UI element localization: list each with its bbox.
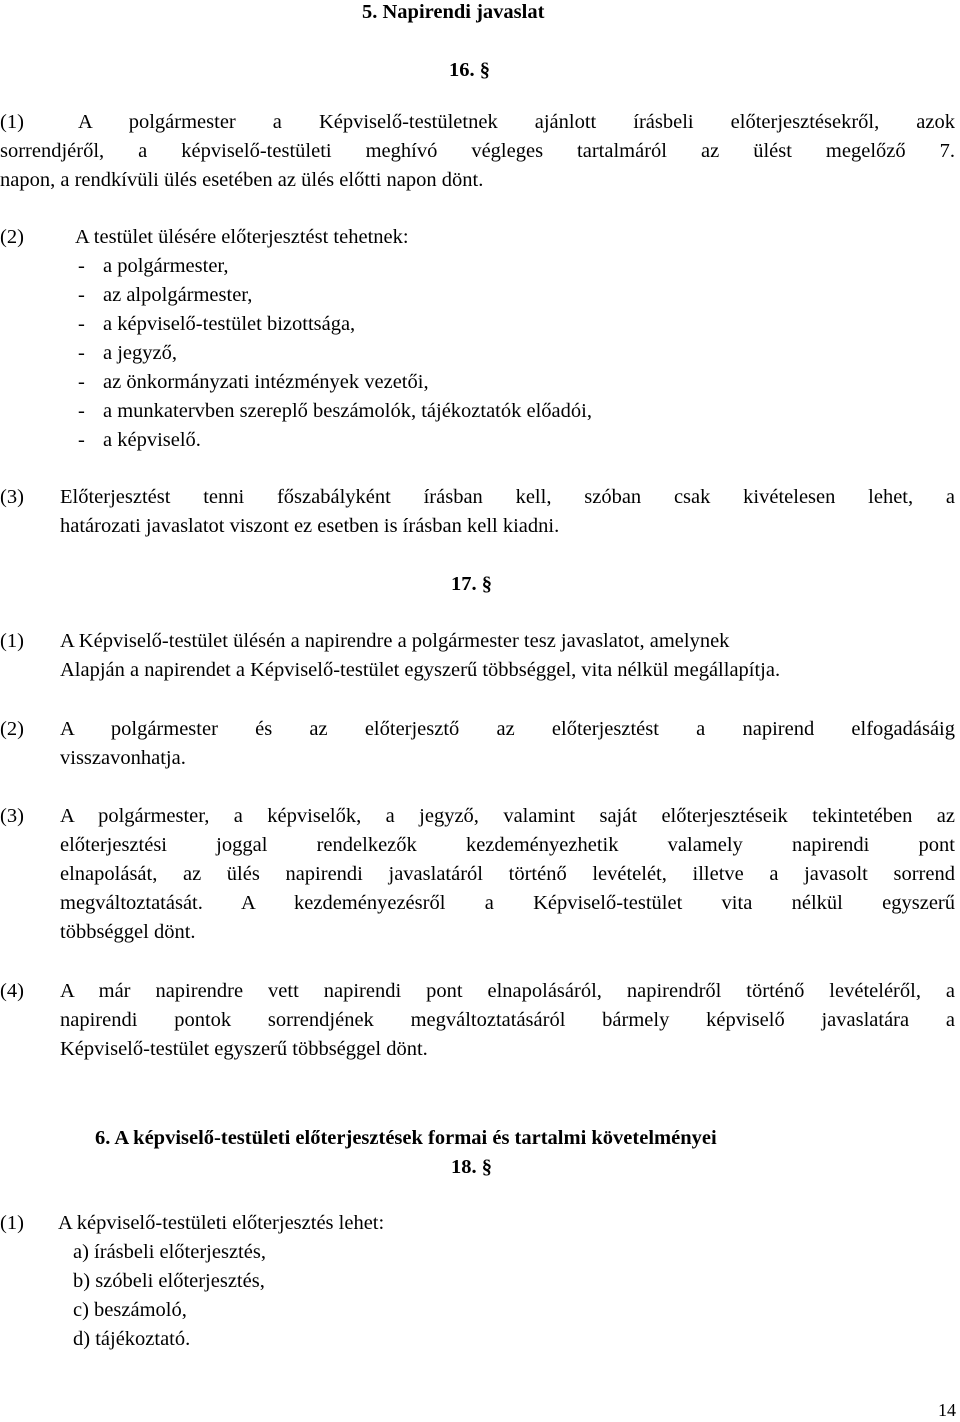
text-line: napirendi pontok sorrendjének megváltoztatásáról bármely képviselő javaslatára a: [60, 1009, 955, 1031]
list-intro: A képviselő-testületi előterjesztés lehet:: [58, 1212, 385, 1234]
text-line: napon, a rendkívüli ülés esetében az ülés előtti napon dönt.: [0, 169, 484, 191]
text-line: sorrendjéről, a képviselő-testületi meghívó végleges tartalmáról az ülést megelőző 7.: [0, 140, 955, 162]
par17-subsection-2: [0, 715, 955, 773]
list-item: - a munkatervben szereplő beszámolók, tájékoztatók előadói,: [78, 400, 592, 422]
subsection-label: (1): [0, 111, 24, 133]
par18-subsection-1: [0, 1209, 955, 1238]
text-line: határozati javaslatot viszont ez esetben is írásban kell kiadni.: [60, 515, 560, 537]
subsection-label: (1): [0, 1212, 24, 1234]
list-item: a) írásbeli előterjesztés,: [73, 1241, 266, 1263]
par18-type-list: [73, 1238, 266, 1354]
subsection-label: (3): [0, 805, 24, 827]
par16-subsection-2: [0, 223, 955, 252]
page-number: 14: [938, 1400, 956, 1420]
subsection-label: (1): [0, 630, 24, 652]
list-item: - az önkormányzati intézmények vezetői,: [78, 371, 429, 393]
list-item: - a jegyző,: [78, 342, 177, 364]
paragraph-17-number: 17. §: [451, 573, 492, 595]
par16-subsection-3: [0, 483, 955, 541]
text-line: előterjesztési joggal rendelkezők kezdeményezhetik valamely napirendi pont: [60, 834, 955, 856]
subsection-label: (2): [0, 718, 24, 740]
list-item: - a képviselő.: [78, 429, 201, 451]
par17-subsection-1: [0, 627, 955, 685]
list-item: - az alpolgármester,: [78, 284, 253, 306]
text-line: A már napirendre vett napirendi pont elnapolásáról, napirendről történő levételéről, a: [60, 980, 955, 1002]
text-line: A polgármester, a képviselők, a jegyző, valamint saját előterjesztéseik tekintetében az: [60, 805, 955, 827]
par16-subsection-1: [0, 108, 955, 195]
list-item: b) szóbeli előterjesztés,: [73, 1270, 265, 1292]
list-intro: A testület ülésére előterjesztést tehetnek:: [75, 226, 409, 248]
text-line: Előterjesztést tenni főszabályként írásban kell, szóban csak kivételesen lehet, a: [60, 486, 955, 508]
section-5-heading: 5. Napirendi javaslat: [362, 1, 545, 23]
paragraph-18-number: 18. §: [451, 1156, 492, 1178]
par17-subsection-3: [0, 802, 955, 947]
par17-subsection-4: [0, 977, 955, 1064]
subsection-label: (4): [0, 980, 24, 1002]
text-line: Alapján a napirendet a Képviselő-testület egyszerű többséggel, vita nélkül megállapítja.: [60, 659, 781, 681]
list-item: - a képviselő-testület bizottsága,: [78, 313, 356, 335]
paragraph-16-number: 16. §: [449, 59, 490, 81]
text-line: A polgármester a Képviselő-testületnek ajánlott írásbeli előterjesztésekről, azok: [78, 111, 955, 133]
text-line: többséggel dönt.: [60, 921, 196, 943]
subsection-label: (3): [0, 486, 24, 508]
list-item: c) beszámoló,: [73, 1299, 187, 1321]
text-line: A Képviselő-testület ülésén a napirendre a polgármester tesz javaslatot, amelynek: [60, 630, 730, 652]
text-line: megváltoztatását. A kezdeményezésről a Képviselő-testület vita nélkül egyszerű: [60, 892, 955, 914]
list-item: - a polgármester,: [78, 255, 229, 277]
subsection-label: (2): [0, 226, 24, 248]
list-item: d) tájékoztató.: [73, 1328, 191, 1350]
par16-submitter-list: [78, 252, 592, 455]
section-6-heading: 6. A képviselő-testületi előterjesztések formai és tartalmi követelményei: [95, 1127, 717, 1149]
text-line: A polgármester és az előterjesztő az előterjesztést a napirend elfogadásáig: [60, 718, 955, 740]
text-line: Képviselő-testület egyszerű többséggel dönt.: [60, 1038, 428, 1060]
text-line: visszavonhatja.: [60, 747, 186, 769]
text-line: elnapolását, az ülés napirendi javaslatáról történő levételét, illetve a javasolt sorrend: [60, 863, 955, 885]
